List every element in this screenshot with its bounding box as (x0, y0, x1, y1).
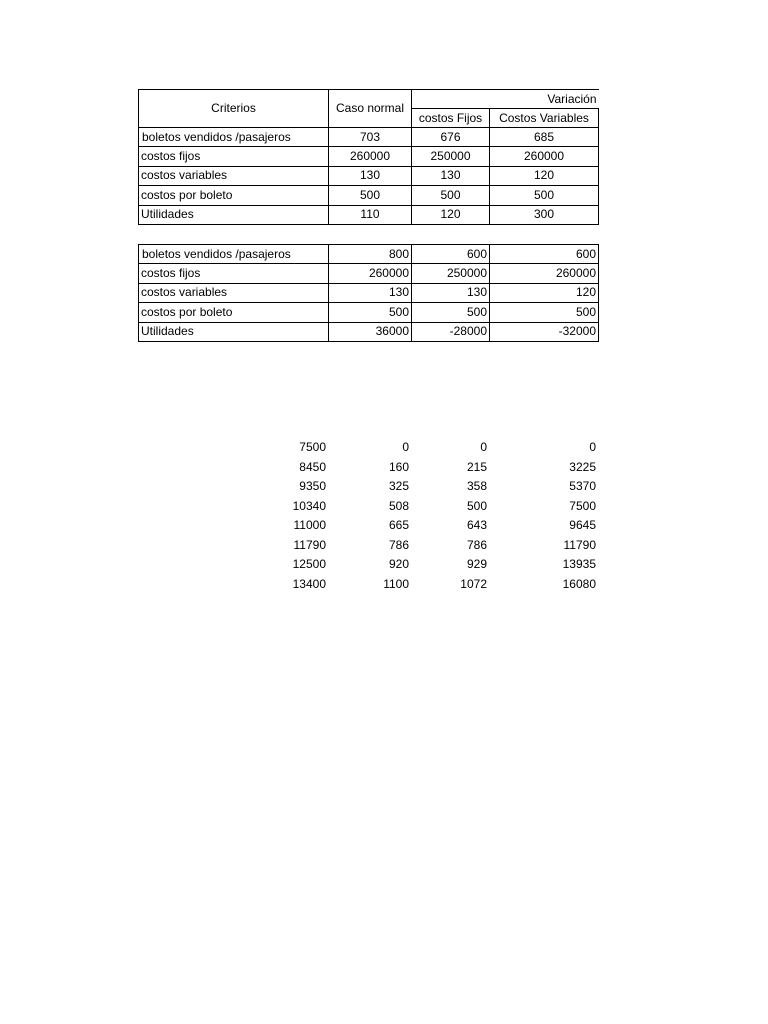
table-cell: 0 (402, 440, 409, 455)
table-cell: 358 (466, 479, 487, 494)
table-cell: 500 (490, 303, 599, 322)
table-cell: 10340 (292, 498, 326, 513)
table-cell: 160 (388, 459, 409, 474)
table-cell: 11790 (563, 537, 596, 552)
table-cell: 500 (412, 303, 490, 322)
table-cell: 9645 (569, 518, 596, 533)
header-criterios: Criterios (139, 90, 329, 128)
table-cell: 703 (329, 128, 412, 147)
row-label: boletos vendidos /pasajeros (139, 128, 329, 147)
table-cell: 120 (490, 166, 599, 185)
table-cell: 130 (329, 166, 412, 185)
table-cell: 600 (490, 245, 599, 264)
table-cell: 0 (589, 440, 596, 455)
row-label: costos variables (139, 166, 329, 185)
table-cell: 500 (329, 303, 412, 322)
table-cell: 0 (480, 440, 487, 455)
table-row (138, 575, 598, 595)
table-row (138, 536, 598, 556)
table-cell: 685 (490, 128, 599, 147)
table-cell: 250000 (412, 147, 490, 166)
table-cell: 36000 (329, 322, 412, 341)
row-label: costos fijos (139, 264, 329, 283)
table-cell: 500 (466, 498, 487, 513)
table-row (139, 283, 599, 302)
row-label: costos por boleto (139, 303, 329, 322)
table-cell: 300 (490, 205, 599, 224)
table-cell: 120 (412, 205, 490, 224)
table-cell: 643 (466, 518, 487, 533)
scenario-table (138, 244, 599, 342)
table-row (139, 205, 599, 224)
table-row (138, 555, 598, 575)
table-cell: 130 (329, 283, 412, 302)
table-cell: -32000 (490, 322, 599, 341)
table-cell: 13400 (292, 576, 326, 591)
table-cell: -28000 (412, 322, 490, 341)
table-cell: 215 (466, 459, 487, 474)
table-cell: 7500 (299, 440, 326, 455)
table-row (139, 264, 599, 283)
header-caso-normal: Caso normal (329, 90, 412, 128)
table-cell: 260000 (329, 147, 412, 166)
table-cell: 500 (329, 186, 412, 205)
table-cell: 12500 (292, 557, 326, 572)
table-cell: 1100 (383, 576, 409, 591)
table-cell: 786 (466, 537, 487, 552)
table-row (138, 516, 598, 536)
table-cell: 929 (466, 557, 487, 572)
table-cell: 676 (412, 128, 490, 147)
table-cell: 13935 (562, 557, 596, 572)
header-costos-fijos: costos Fijos (412, 109, 490, 128)
row-label: Utilidades (139, 322, 329, 341)
table-row (139, 147, 599, 166)
row-label: costos fijos (139, 147, 329, 166)
table-cell: 508 (388, 498, 409, 513)
row-label: boletos vendidos /pasajeros (139, 245, 329, 264)
row-label: Utilidades (139, 205, 329, 224)
table-cell: 3225 (569, 459, 596, 474)
table-cell: 260000 (490, 147, 599, 166)
row-label: costos por boleto (139, 186, 329, 205)
table-cell: 9350 (299, 479, 326, 494)
table-row (138, 497, 598, 517)
table-cell: 500 (412, 186, 490, 205)
table-cell: 11000 (293, 518, 326, 533)
table-row (139, 303, 599, 322)
table-cell: 1072 (460, 576, 487, 591)
table-cell: 11790 (293, 537, 326, 552)
table-row (139, 128, 599, 147)
table-cell: 920 (388, 557, 409, 572)
table-cell: 130 (412, 283, 490, 302)
table-cell: 786 (388, 537, 409, 552)
table-cell: 260000 (329, 264, 412, 283)
comparison-table (138, 89, 599, 225)
table-row (139, 186, 599, 205)
table-cell: 120 (490, 283, 599, 302)
numbers-table (138, 438, 598, 594)
table-cell: 600 (412, 245, 490, 264)
table-cell: 500 (490, 186, 599, 205)
table-cell: 665 (388, 518, 409, 533)
table-row (138, 458, 598, 478)
table-cell: 7500 (569, 498, 596, 513)
table-cell: 325 (388, 479, 409, 494)
header-costos-variables: Costos Variables (490, 109, 599, 128)
table-cell: 16080 (562, 576, 596, 591)
table-row (139, 166, 599, 185)
table-cell: 260000 (490, 264, 599, 283)
table-row (138, 438, 598, 458)
table-row (138, 477, 598, 497)
table-cell: 110 (329, 205, 412, 224)
table-row (139, 322, 599, 341)
table-row (139, 245, 599, 264)
table-cell: 5370 (569, 479, 596, 494)
table-cell: 130 (412, 166, 490, 185)
table-cell: 250000 (412, 264, 490, 283)
row-label: costos variables (139, 283, 329, 302)
table-cell: 800 (329, 245, 412, 264)
table-cell: 8450 (299, 459, 326, 474)
header-variacion: Variación (412, 90, 599, 109)
